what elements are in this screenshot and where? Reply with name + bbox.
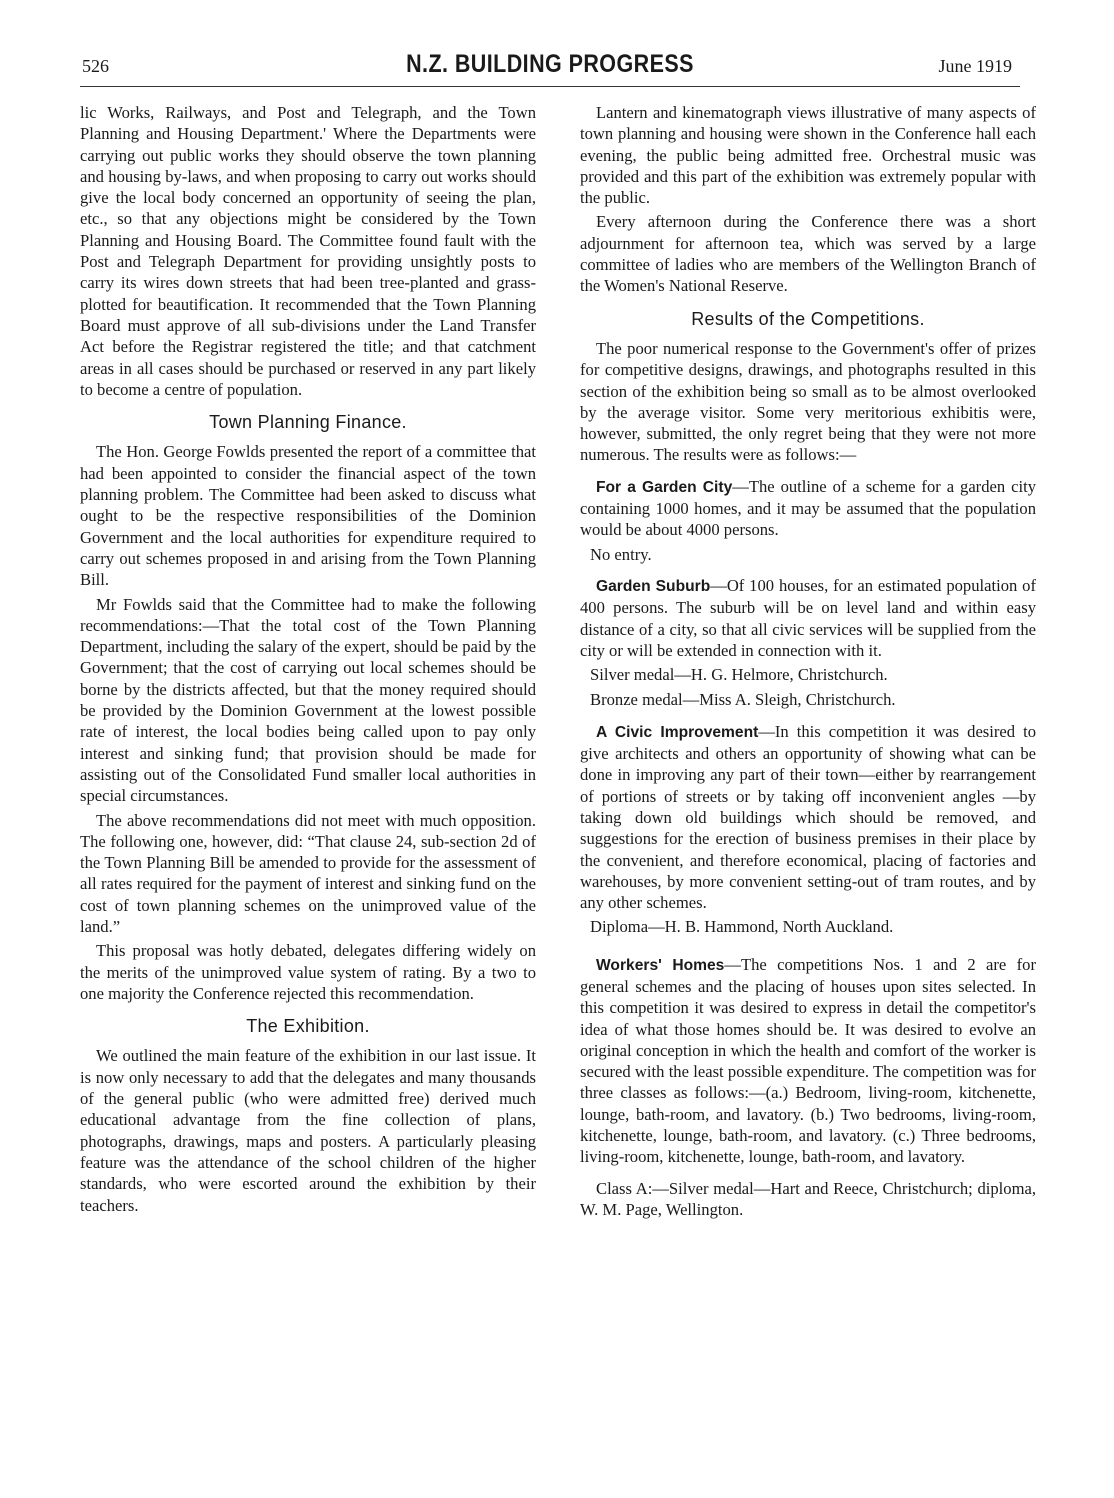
left-column (80, 102, 536, 1219)
paragraph-afternoon-tea: Every afternoon during the Conference there was a short adjournment for afternoon tea, which was served by a large committee of ladies who are members of the Wellington Branch of the Women's National Reserve. (580, 212, 1036, 296)
entry-workers-homes-text: —The competitions Nos. 1 and 2 are for general schemes and the placing of houses upon sites selected. In this competition it was desired to express in detail the competitor's idea of what those homes should be. It was desired to evolve an original conception in which the health and comfort of the worker is secured with the least possible expenditure. The competition was for three classes as follows:—(a.) Bedroom, living-room, kitchenette, lounge, bath-room, and lavatory. (b.) Two bedrooms, living-room, kitchenette, lounge, bath-room, and lavatory. (c.) Three bedrooms, living-room, kitchenette, lounge, bath-room, and lavatory. (580, 954, 1036, 1167)
entry-civic-improvement-title: A Civic Improvement (596, 723, 759, 741)
page-header (80, 50, 1020, 87)
entry-garden-suburb-title: Garden Suburb (596, 577, 711, 595)
entry-civic-improvement-text: —In this competition it was desired to give architects and others an opportunity of showing what can be done in improving any part of their town—either by rearrangement of portions of streets or by taking off inconvenient angles —by taking down old buildings which should be removed, and suggestions for the erection of business premises in their place by the convenient, and therefore economical, placing of factories and warehouses, by more convenient setting-out of tram routes, and by any other schemes. (580, 721, 1036, 913)
result-civic-diploma: Diploma—H. B. Hammond, North Auckland. (590, 917, 894, 937)
heading-town-planning-finance: Town Planning Finance. (209, 412, 407, 433)
entry-garden-suburb-text: —Of 100 houses, for an estimated population of 400 persons. The suburb will be on level land and within easy distance of a city, so that all civic services will be supplied from the city or will be extended in connection with it. (580, 575, 1036, 660)
paragraph-opposition: The above recommendations did not meet with much opposition. The following one, however, did: “That clause 24, sub-section 2d of the Town Planning Bill be amended to provide for the assessment of all rates required for the payment of interest and sinking fund on the cost of town planning schemes on the unimproved value of the land.” (80, 810, 536, 936)
entry-garden-city (580, 476, 1036, 541)
issue-date: June 1919 (938, 56, 1012, 76)
paragraph-recommendations: Mr Fowlds said that the Committee had to make the following recommendations:—That the total cost of the Town Planning Department, including the salary of the expert, should be paid by the Government; that the cost of carrying out local schemes should be borne by the districts affected, but that the money required should be provided by the Dominion Government at the lowest possible rate of interest, the local bodies being called upon to pay only interest and sinking fund; that provision should be made for assisting out of the Consolidated Fund smaller local authorities in special circumstances. (80, 594, 536, 806)
result-class-a: Class A:—Silver medal—Hart and Reece, Christchurch; diploma, W. M. Page, Wellington. (580, 1178, 1036, 1219)
paragraph-fowlds-report: The Hon. George Fowlds presented the report of a committee that had been appointed to consider the financial aspect of the town planning problem. The Committee had been asked to discuss what ought to be the respective responsibilities of the Dominion Government and the local authorities for expenditure required to carry out schemes proposed in and arising from the Town Planning Bill. (80, 442, 536, 590)
publication-title: N.Z. BUILDING PROGRESS (406, 50, 694, 78)
heading-the-exhibition: The Exhibition. (246, 1016, 370, 1037)
page-number: 526 (82, 56, 109, 76)
paragraph-debate: This proposal was hotly debated, delegates differing widely on the merits of the unimproved value system of rating. By a two to one majority the Conference rejected this recommendation. (80, 941, 536, 1003)
entry-workers-homes (580, 954, 1036, 1168)
paragraph-exhibition: We outlined the main feature of the exhibition in our last issue. It is now only necessary to add that the delegates and many thousands of the general public (who were admitted free) derived much educational advantage from the fine collection of plans, photographs, drawings, maps and posters. A particularly pleasing feature was the attendance of the school children of the higher standards, who were escorted around the exhibition by their teachers. (80, 1046, 536, 1215)
entry-workers-homes-title: Workers' Homes (596, 956, 725, 974)
heading-results-of-competitions: Results of the Competitions. (691, 308, 925, 329)
paragraph-lantern-views: Lantern and kinematograph views illustrative of many aspects of town planning and housing were shown in the Conference hall each evening, the public being admitted free. Orchestral music was provided and this part of the exhibition was extremely popular with the public. (580, 103, 1036, 208)
entry-garden-city-title: For a Garden City (596, 478, 733, 496)
result-garden-city: No entry. (590, 544, 652, 564)
right-column (580, 102, 1036, 1223)
result-bronze-medal-suburb: Bronze medal—Miss A. Sleigh, Christchurch. (590, 690, 896, 710)
paragraph-departments: lic Works, Railways, and Post and Telegraph, and the Town Planning and Housing Department.' Where the Departments were carrying out public works they should observe the town planning and housing by-laws, and when proposing to carry out works should give the local body concerned an opportunity of seeing the plan, etc., so that any objections might be considered by the Town Planning and Housing Board. The Committee found fault with the Post and Telegraph Department for providing unsightly posts to carry its wires down streets that had been tree-planted and grass-plotted for beautification. It recommended that the Town Planning Board must approve of all sub-divisions under the Land Transfer Act before the Registrar registered the title; and that catchment areas in all cases should be purchased or reserved in any part likely to become a centre of population. (80, 103, 536, 399)
paragraph-poor-response: The poor numerical response to the Government's offer of prizes for competitive designs, drawings, and photographs resulted in this section of the exhibition being so small as to be almost overlooked by the average visitor. Some very meritorious exhibitis were, however, submitted, the only regret being that they were not more numerous. The results were as follows:— (580, 338, 1036, 465)
result-silver-medal-suburb: Silver medal—H. G. Helmore, Christchurch. (590, 665, 888, 685)
entry-civic-improvement (580, 721, 1036, 914)
entry-garden-city-text: —The outline of a scheme for a garden city containing 1000 homes, and it may be assumed that the population would be about 4000 persons. (580, 476, 1037, 540)
entry-garden-suburb (580, 575, 1036, 661)
